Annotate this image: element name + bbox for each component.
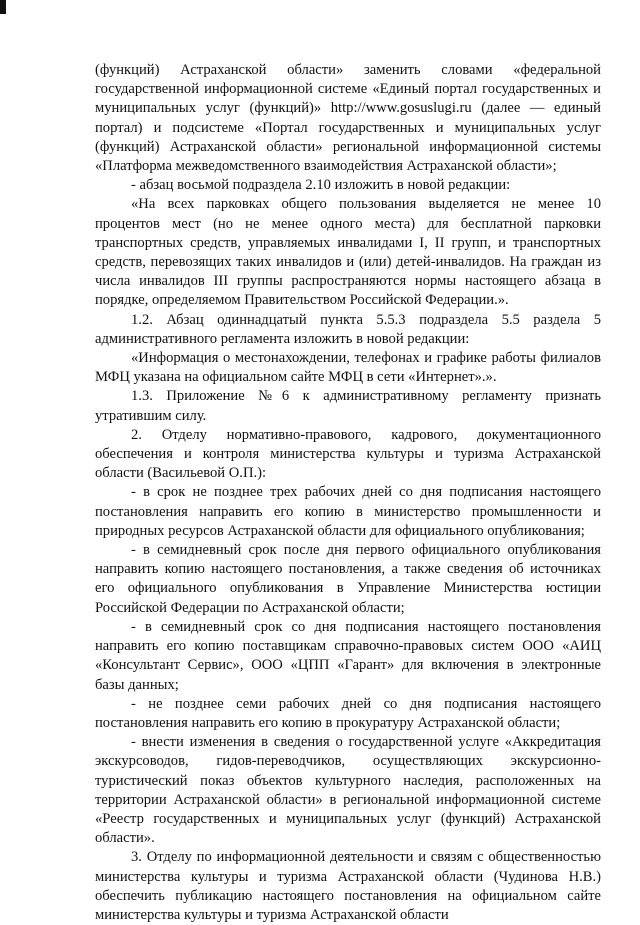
paragraph-2: 2. Отделу нормативно-правового, кадрового, документационного обеспечения и контроля министерства культуры и туризма Астраханской области (Васильевой О.П.): (95, 426, 601, 482)
document-body (95, 61, 601, 925)
paragraph-1-3: 1.3. Приложение №6 к административному регламенту признать утратившим силу. (95, 388, 601, 424)
paragraph-2-item-5: - внести изменения в сведения о государственной услуге «Аккредитация экскурсоводов, гидов-переводчиков, осуществляющих экскурсионно-туристический показ объектов культурного наследия, расположенных на территории Астраханской области» в региональной информационной системе «Реестр государственных и муниципальных услуг (функций) Астраханской области». (95, 734, 601, 847)
paragraph-mfc-quote: «Информация о местонахождении, телефонах и графике работы филиалов МФЦ указана на официальном сайте МФЦ в сети «Интернет».». (95, 350, 601, 386)
paragraph-portal-replacement: (функций) Астраханской области» заменить словами «федеральной государственной информационной системе «Единый портал государственных и муниципальных услуг (функций)» http://www.gosuslugi.ru (далее — единый портал) и подсистеме «Портал государственных и муниципальных услуг (функций) Астраханской области» региональной информационной системы «Платформа межведомственного взаимодействия Астраханской области»; (95, 62, 601, 175)
paragraph-parking-quote: «На всех парковках общего пользования выделяется не менее 10 процентов мест (но не менее одного места) для бесплатной парковки транспортных средств, управляемых инвалидами I, II групп, и транспортных средств, перевозящих таких инвалидов и (или) детей-инвалидов. На граждан из числа инвалидов III группы распространяются нормы настоящего абзаца в порядке, определяемом Правительством Российской Федерации.». (95, 196, 601, 309)
paragraph-1-2: 1.2. Абзац одиннадцатый пункта 5.5.3 подраздела 5.5 раздела 5 административного регламента изложить в новой редакции: (95, 311, 601, 347)
paragraph-2-item-1: - в срок не позднее трех рабочих дней со дня подписания настоящего постановления направить его копию в министерство промышленности и природных ресурсов Астраханской области для официального опубликования; (95, 484, 601, 539)
paragraph-subsection-2-10-intro: - абзац восьмой подраздела 2.10 изложить в новой редакции: (131, 177, 511, 194)
paragraph-2-item-3: - в семидневный срок со дня подписания настоящего постановления направить его копию поставщикам справочно-правовых систем ООО «АИЦ «Консультант Сервис», ООО «ЦПП «Гарант» для включения в электронные базы данных; (95, 618, 601, 693)
paragraph-2-item-4: - не позднее семи рабочих дней со дня подписания настоящего постановления направить его копию в прокуратуру Астраханской области; (95, 695, 601, 731)
paragraph-3: 3. Отделу по информационной деятельности и связям с общественностью министерства культуры и туризма Астраханской области (Чудинова Н.В.) обеспечить публикацию настоящего постановления на официальном сайте министерства культуры и туризма Астраханской области (95, 849, 601, 923)
scan-corner-mark (0, 0, 6, 14)
paragraph-2-item-2: - в семидневный срок после дня первого официального опубликования направить копию настоящего постановления, а также сведения об источниках его официального опубликования в Управление Министерства юстиции Российской Федерации по Астраханской области; (95, 542, 601, 616)
